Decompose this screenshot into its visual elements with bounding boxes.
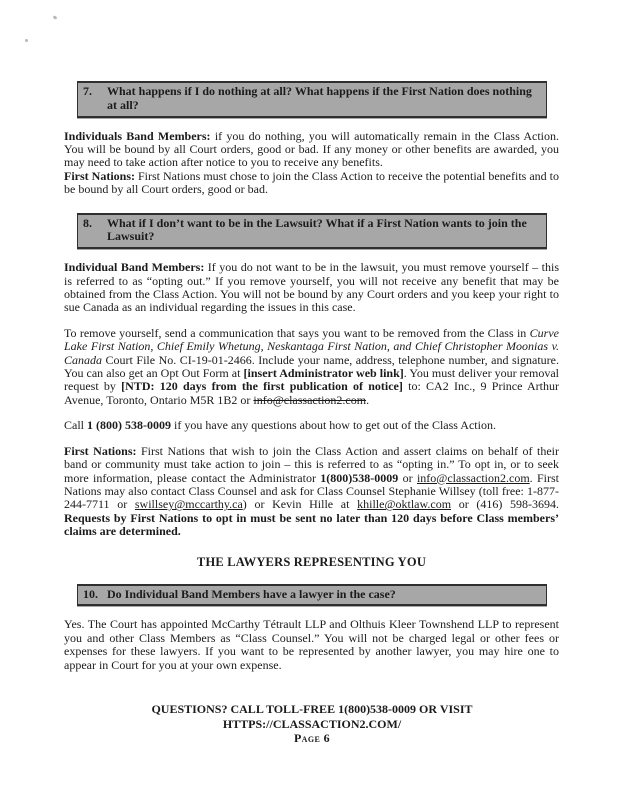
question-number: 7. <box>83 84 92 98</box>
question-heading-7 <box>77 81 547 118</box>
question-title: Do Individual Band Members have a lawyer in the case? <box>107 586 396 601</box>
question-number: 10. <box>83 586 98 601</box>
scan-artifact <box>53 15 58 20</box>
page-footer <box>0 702 624 746</box>
question-title: What if I don’t want to be in the Lawsuit? What if a First Nation wants to join the Lawsuit? <box>107 215 527 244</box>
question-title: What happens if I do nothing at all? What happens if the First Nation does nothing at all? <box>107 84 532 112</box>
scan-artifact <box>25 39 28 42</box>
section-heading-lawyers: THE LAWYERS REPRESENTING YOU <box>196 554 427 569</box>
footer-website-line: HTTPS://CLASSACTION2.COM/ <box>222 716 402 731</box>
footer-page-number: Page 6 <box>293 731 331 745</box>
paragraph-opt-out: Individual Band Members: If you do not want to be in the lawsuit, you must remove yourself – this is referred to as “opting out.” If you remove yourself, you will not receive any benefit that may be obtained from the Class Action. You will not be bound by any Court orders and you keep your right to sue Canada as an individual regarding the issues in this case. <box>64 260 560 315</box>
paragraph-remove-yourself: To remove yourself, send a communication that says you want to be removed from the Class in Curve Lake First Nation, Chief Emily Whetung, Neskantaga First Nation, and Chief Christopher Moonias v. Canada Court File No. CI-19-01-2466. Include your name, address, telephone number, and signature. You can also get an Opt Out Form at [insert Administrator web link]. You must deliver your removal request by [NTD: 120 days from the first publication of notice] to: CA2 Inc., 9 Prince Arthur Avenue, Toronto, Ontario M5R 1B2 or info@classaction2.com. <box>64 325 560 407</box>
footer-questions-line: QUESTIONS? CALL TOLL-FREE 1(800)538-0009 OR VISIT <box>151 702 473 716</box>
paragraph-call-number: Call 1 (800) 538-0009 if you have any questions about how to get out of the Class Action. <box>64 418 496 433</box>
question-heading-8 <box>77 213 547 250</box>
paragraph-first-nations-opt-in: First Nations: First Nations that wish to join the Class Action and assert claims on behalf of their band or community must take action to join – this is referred to as “opting in.” To opt in, or to seek more information, please contact the Administrator 1(800)538-0009 or info@classaction2.com. First Nations may also contact Class Counsel and ask for Class Counsel Stephanie Willsey (toll free: 1-877-244-7711 or swillsey@mccarthy.ca) or Kevin Hille at khille@oktlaw.com or (416) 598-3694. Requests by First Nations to opt in must be sent no later than 120 days before Class members’ claims are determined. <box>64 443 560 539</box>
question-number: 8. <box>83 215 92 230</box>
paragraph-do-nothing: Individuals Band Members: if you do nothing, you will automatically remain in the Class Action. You will be bound by all Court orders, good or bad. If any money or other benefits are awarded, you may need to take action after notice to you to receive any benefits. First Nations: First Nations must chose to join the Class Action to receive the potential benefits and to be bound by all Court orders, good or bad. <box>64 128 559 197</box>
paragraph-lawyer-answer: Yes. The Court has appointed McCarthy Tétrault LLP and Olthuis Kleer Townshend LLP to represent you and other Class Members as “Class Counsel.” You will not be charged legal or other fees or expenses for these lawyers. If you want to be represented by another lawyer, you may hire one to appear in Court for you at your own expense. <box>64 617 559 672</box>
page-content <box>64 81 559 684</box>
question-heading-10 <box>77 584 547 607</box>
